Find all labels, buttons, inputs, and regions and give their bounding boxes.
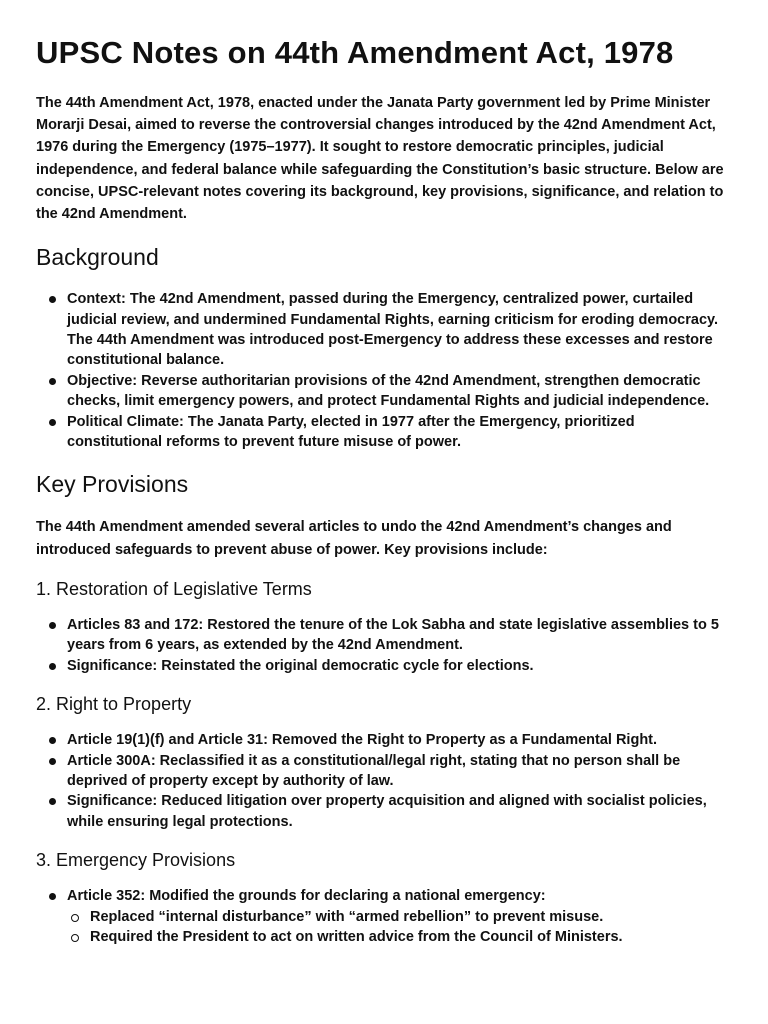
intro-paragraph: The 44th Amendment Act, 1978, enacted under the Janata Party government led by Prime Minister Morarji Desai, aimed to reverse the controversial changes introduced by the 42nd Amendment Act, 1976 during the Emergency (1975–1977). It sought to restore democratic principles, judicial independence, and federal balance while safeguarding the Constitution’s basic structure. Below are concise, UPSC-relevant notes covering its background, key provisions, significance, and relation to the 42nd Amendment. xyxy=(36,95,724,223)
section-heading-right-to-property: 2. Right to Property xyxy=(36,694,192,715)
bullet-icon xyxy=(49,622,56,629)
bullet-icon xyxy=(49,737,56,744)
hollow-bullet-icon xyxy=(71,934,79,942)
right-to-property-list xyxy=(36,730,732,832)
key-provisions-intro: The 44th Amendment amended several articles to undo the 42nd Amendment’s changes and introduced safeguards to prevent abuse of power. Key provisions include: xyxy=(36,519,672,558)
list-item: Article 352: Modified the grounds for declaring a national emergency: Replaced “internal disturbance” with “armed rebellion” to prevent misuse. Required the President to act on written advice from the Council of Ministers. xyxy=(67,886,732,947)
section-heading-legislative-terms: 1. Restoration of Legislative Terms xyxy=(36,578,312,599)
list-item: Political Climate: The Janata Party, elected in 1977 after the Emergency, prioritized constitutional reforms to prevent future misuse of power. xyxy=(67,412,732,453)
bullet-icon xyxy=(49,296,56,303)
list-item: Article 19(1)(f) and Article 31: Removed the Right to Property as a Fundamental Right. xyxy=(67,730,732,750)
list-item: Objective: Reverse authoritarian provisions of the 42nd Amendment, strengthen democratic checks, limit emergency powers, and protect Fundamental Rights and judicial independence. xyxy=(67,371,732,412)
key-provisions-heading: Key Provisions xyxy=(36,471,189,498)
list-item: Articles 83 and 172: Restored the tenure of the Lok Sabha and state legislative assemblies to 5 years from 6 years, as extended by the 42nd Amendment. xyxy=(67,615,732,656)
emergency-subitems-list xyxy=(67,907,732,948)
bullet-icon xyxy=(49,378,56,385)
background-heading: Background xyxy=(36,244,159,271)
section-heading-emergency-provisions: 3. Emergency Provisions xyxy=(36,850,236,871)
sub-list-item: Replaced “internal disturbance” with “armed rebellion” to prevent misuse. xyxy=(90,907,732,927)
legislative-terms-list xyxy=(36,615,732,676)
bullet-icon xyxy=(49,663,56,670)
hollow-bullet-icon xyxy=(71,914,79,922)
bullet-icon xyxy=(49,758,56,765)
page-title: UPSC Notes on 44th Amendment Act, 1978 xyxy=(36,35,674,70)
emergency-provisions-list xyxy=(36,886,732,947)
sub-list-item: Required the President to act on written advice from the Council of Ministers. xyxy=(90,927,732,947)
list-item: Article 300A: Reclassified it as a constitutional/legal right, stating that no person shall be deprived of property except by authority of law. xyxy=(67,751,732,792)
bullet-icon xyxy=(49,893,56,900)
list-item: Context: The 42nd Amendment, passed during the Emergency, centralized power, curtailed judicial review, and undermined Fundamental Rights, earning criticism for eroding democracy. The 44th Amendment was introduced post-Emergency to address these excesses and restore constitutional balance. xyxy=(67,289,732,371)
bullet-icon xyxy=(49,798,56,805)
background-list xyxy=(36,289,732,452)
bullet-icon xyxy=(49,419,56,426)
list-item: Significance: Reduced litigation over property acquisition and aligned with socialist policies, while ensuring legal protections. xyxy=(67,791,732,832)
list-item: Significance: Reinstated the original democratic cycle for elections. xyxy=(67,656,732,676)
